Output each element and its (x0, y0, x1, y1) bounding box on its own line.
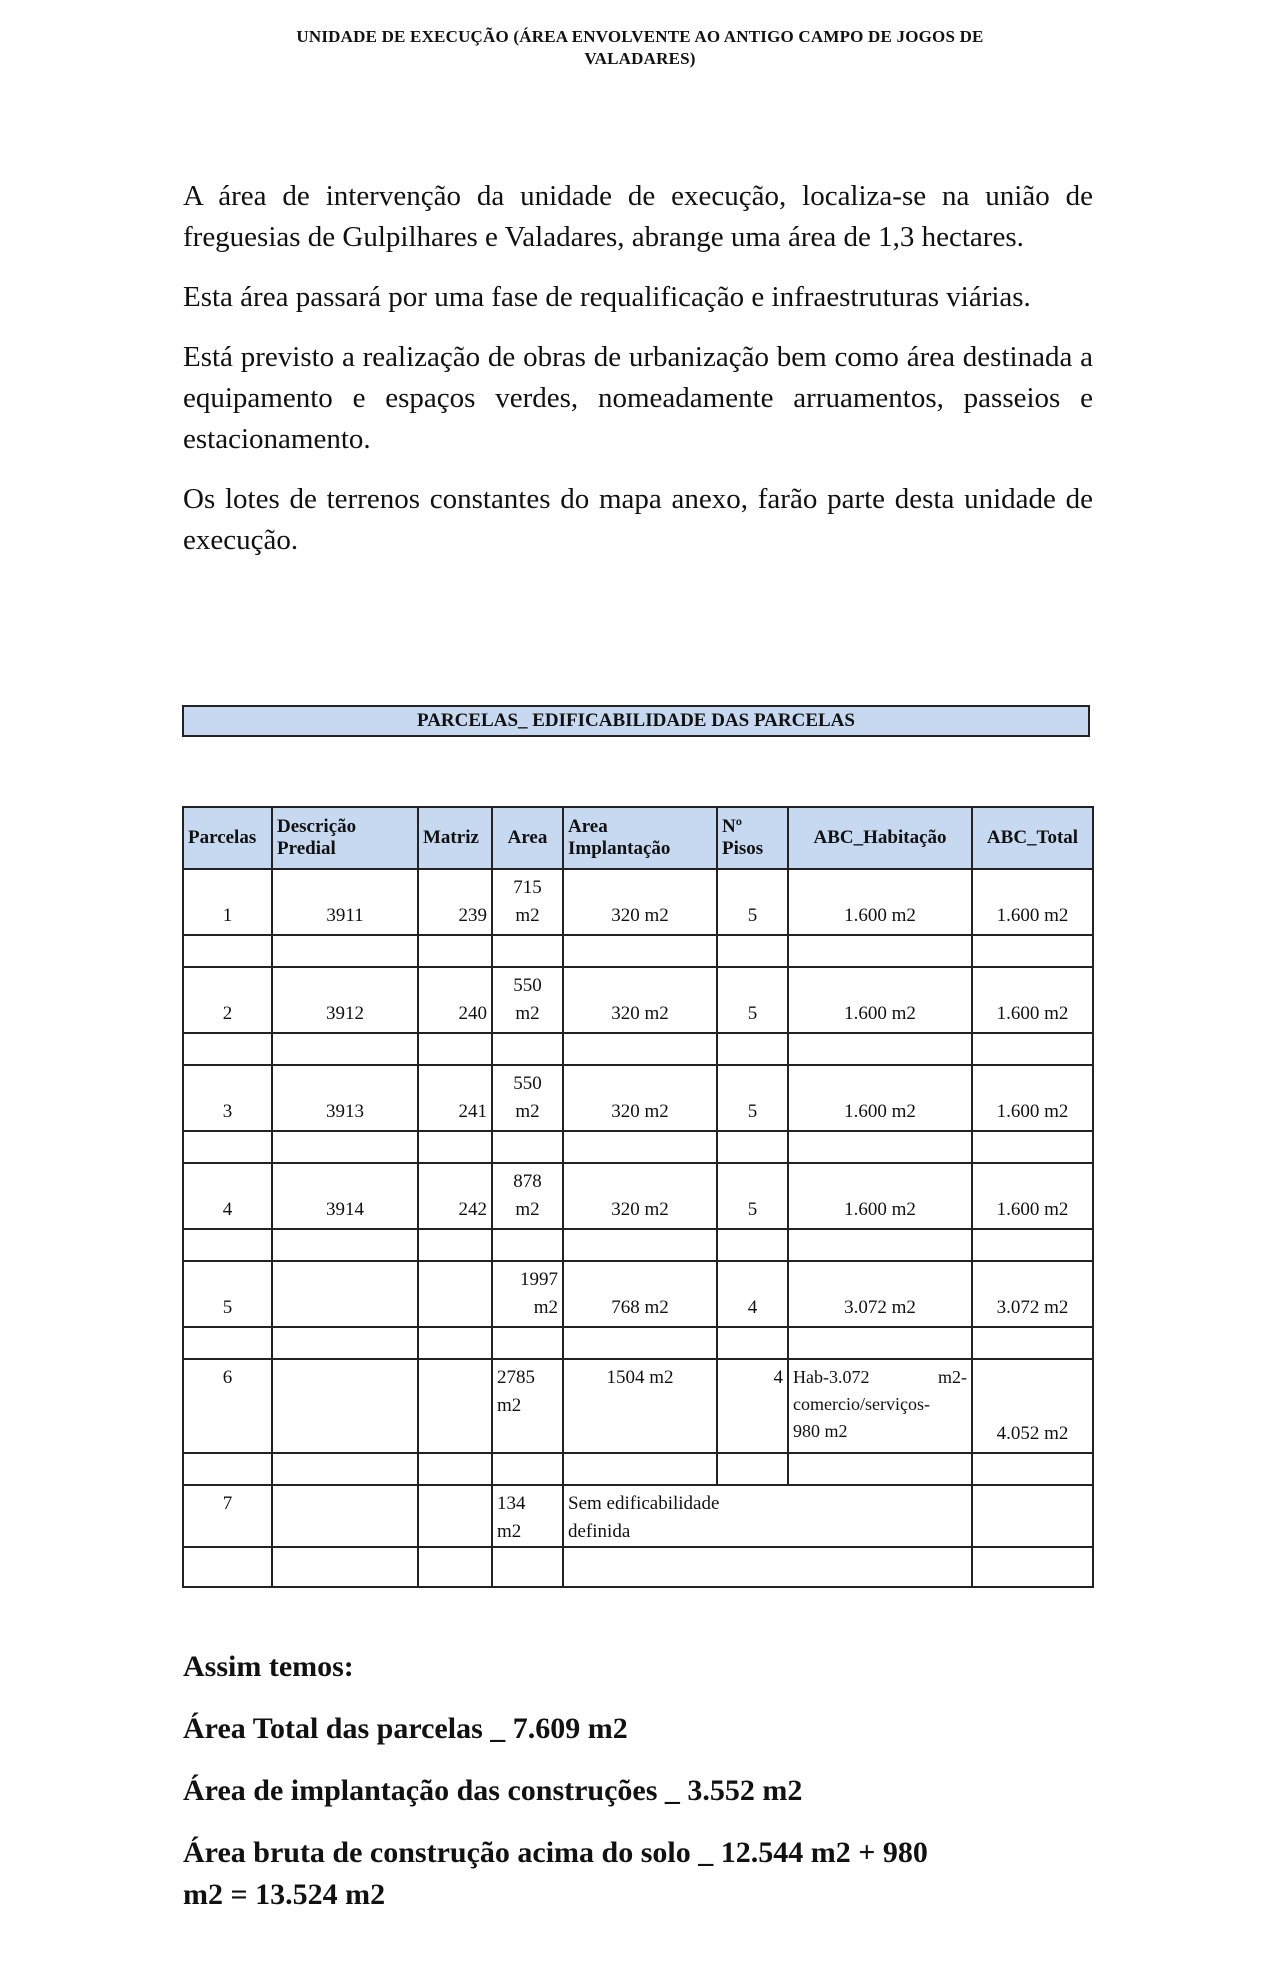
cell-abc-total (972, 1485, 1093, 1547)
paragraph: Está previsto a realização de obras de urbanização bem como área destinada a equipamento e espaços verdes, nomeadamente arruamentos, passeios e estacionamento. (183, 341, 1093, 455)
cell-matriz: 241 (418, 1065, 492, 1131)
cell-implantacao: 320 m2 (563, 1163, 717, 1229)
table-spacer-row (183, 1229, 1093, 1261)
paragraph: A área de intervenção da unidade de execução, localiza-se na união de freguesias de Gulpilhares e Valadares, abrange uma área de 1,3 hectares. (183, 180, 1093, 253)
cell-parcela: 1 (183, 869, 272, 935)
cell-implantacao: 320 m2 (563, 869, 717, 935)
cell-abc-habitacao: 1.600 m2 (788, 967, 972, 1033)
cell-pisos: 5 (717, 869, 788, 935)
table-spacer-row (183, 1453, 1093, 1485)
cell-descricao (272, 1261, 418, 1327)
cell-descricao (272, 1485, 418, 1547)
cell-abc-habitacao: 1.600 m2 (788, 869, 972, 935)
cell-descricao: 3913 (272, 1065, 418, 1131)
table-row (183, 1359, 1093, 1453)
cell-abc-total: 1.600 m2 (972, 967, 1093, 1033)
cell-abc-total: 1.600 m2 (972, 869, 1093, 935)
cell-abc-habitacao: 1.600 m2 (788, 1065, 972, 1131)
table-row (183, 1261, 1093, 1327)
cell-matriz: 240 (418, 967, 492, 1033)
cell-parcela: 3 (183, 1065, 272, 1131)
cell-pisos: 5 (717, 1065, 788, 1131)
cell-no-buildability-note: Sem edificabilidade definida (563, 1485, 972, 1547)
cell-area: 134 m2 (492, 1485, 563, 1547)
cell-implantacao: 768 m2 (563, 1261, 717, 1327)
cell-parcela: 5 (183, 1261, 272, 1327)
header-abc-total: ABC_Total (972, 807, 1093, 869)
cell-matriz (418, 1485, 492, 1547)
summary-implantation-area: Área de implantação das construções _ 3.552 m2 (183, 1774, 803, 1807)
table-spacer-row (183, 1131, 1093, 1163)
cell-pisos: 4 (717, 1359, 788, 1453)
summary-total-area: Área Total das parcelas _ 7.609 m2 (183, 1712, 628, 1745)
cell-matriz: 242 (418, 1163, 492, 1229)
header-parcelas: Parcelas (183, 807, 272, 869)
page-title-line-2: VALADARES) (584, 49, 696, 68)
cell-area: 550 m2 (492, 967, 563, 1033)
table-spacer-row (183, 1033, 1093, 1065)
table-row (183, 869, 1093, 935)
cell-parcela: 7 (183, 1485, 272, 1547)
paragraph: Esta área passará por uma fase de requalificação e infraestruturas viárias. (183, 281, 1031, 313)
table-row (183, 1163, 1093, 1229)
cell-parcela: 4 (183, 1163, 272, 1229)
cell-matriz (418, 1261, 492, 1327)
cell-area: 2785 m2 (492, 1359, 563, 1453)
cell-pisos: 5 (717, 967, 788, 1033)
header-area-implantacao: Area Implantação (563, 807, 717, 869)
table-header-row (183, 807, 1093, 869)
table-spacer-row (183, 1327, 1093, 1359)
cell-area: 550 m2 (492, 1065, 563, 1131)
cell-parcela: 2 (183, 967, 272, 1033)
header-abc-habitacao: ABC_Habitação (788, 807, 972, 869)
cell-descricao: 3914 (272, 1163, 418, 1229)
table-row (183, 1065, 1093, 1131)
table-spacer-row (183, 935, 1093, 967)
body-text (183, 176, 1093, 580)
table-row (183, 1485, 1093, 1547)
cell-implantacao: 320 m2 (563, 1065, 717, 1131)
header-matriz: Matriz (418, 807, 492, 869)
cell-descricao (272, 1359, 418, 1453)
cell-area: 878 m2 (492, 1163, 563, 1229)
table-row (183, 967, 1093, 1033)
header-area: Area (492, 807, 563, 869)
cell-abc-habitacao: 3.072 m2 (788, 1261, 972, 1327)
cell-pisos: 5 (717, 1163, 788, 1229)
cell-descricao: 3912 (272, 967, 418, 1033)
summary (183, 1646, 1103, 1916)
cell-area: 1997 m2 (492, 1261, 563, 1327)
cell-abc-total: 3.072 m2 (972, 1261, 1093, 1327)
cell-matriz: 239 (418, 869, 492, 935)
cell-area: 715 m2 (492, 869, 563, 935)
cell-implantacao: 1504 m2 (563, 1359, 717, 1453)
cell-abc-total: 4.052 m2 (972, 1359, 1093, 1453)
page-title (140, 26, 1140, 70)
cell-abc-total: 1.600 m2 (972, 1163, 1093, 1229)
cell-abc-habitacao: 1.600 m2 (788, 1163, 972, 1229)
cell-abc-habitacao: Hab-3.072 m2- comercio/serviços- 980 m2 (788, 1359, 972, 1453)
cell-matriz (418, 1359, 492, 1453)
cell-abc-total: 1.600 m2 (972, 1065, 1093, 1131)
parcels-table (182, 806, 1094, 1588)
table-spacer-row (183, 1547, 1093, 1587)
summary-gross-construction-area: Área bruta de construção acima do solo _ 12.544 m2 + 980 m2 = 13.524 m2 (183, 1836, 928, 1911)
cell-implantacao: 320 m2 (563, 967, 717, 1033)
header-descricao-predial: Descrição Predial (272, 807, 418, 869)
section-title-bar: PARCELAS_ EDIFICABILIDADE DAS PARCELAS (182, 705, 1090, 737)
cell-descricao: 3911 (272, 869, 418, 935)
paragraph: Os lotes de terrenos constantes do mapa anexo, farão parte desta unidade de execução. (183, 483, 1093, 556)
header-pisos: Nº Pisos (717, 807, 788, 869)
page-title-line-1: UNIDADE DE EXECUÇÃO (ÁREA ENVOLVENTE AO ANTIGO CAMPO DE JOGOS DE (296, 27, 984, 46)
cell-pisos: 4 (717, 1261, 788, 1327)
summary-intro: Assim temos: (183, 1650, 354, 1683)
cell-parcela: 6 (183, 1359, 272, 1453)
